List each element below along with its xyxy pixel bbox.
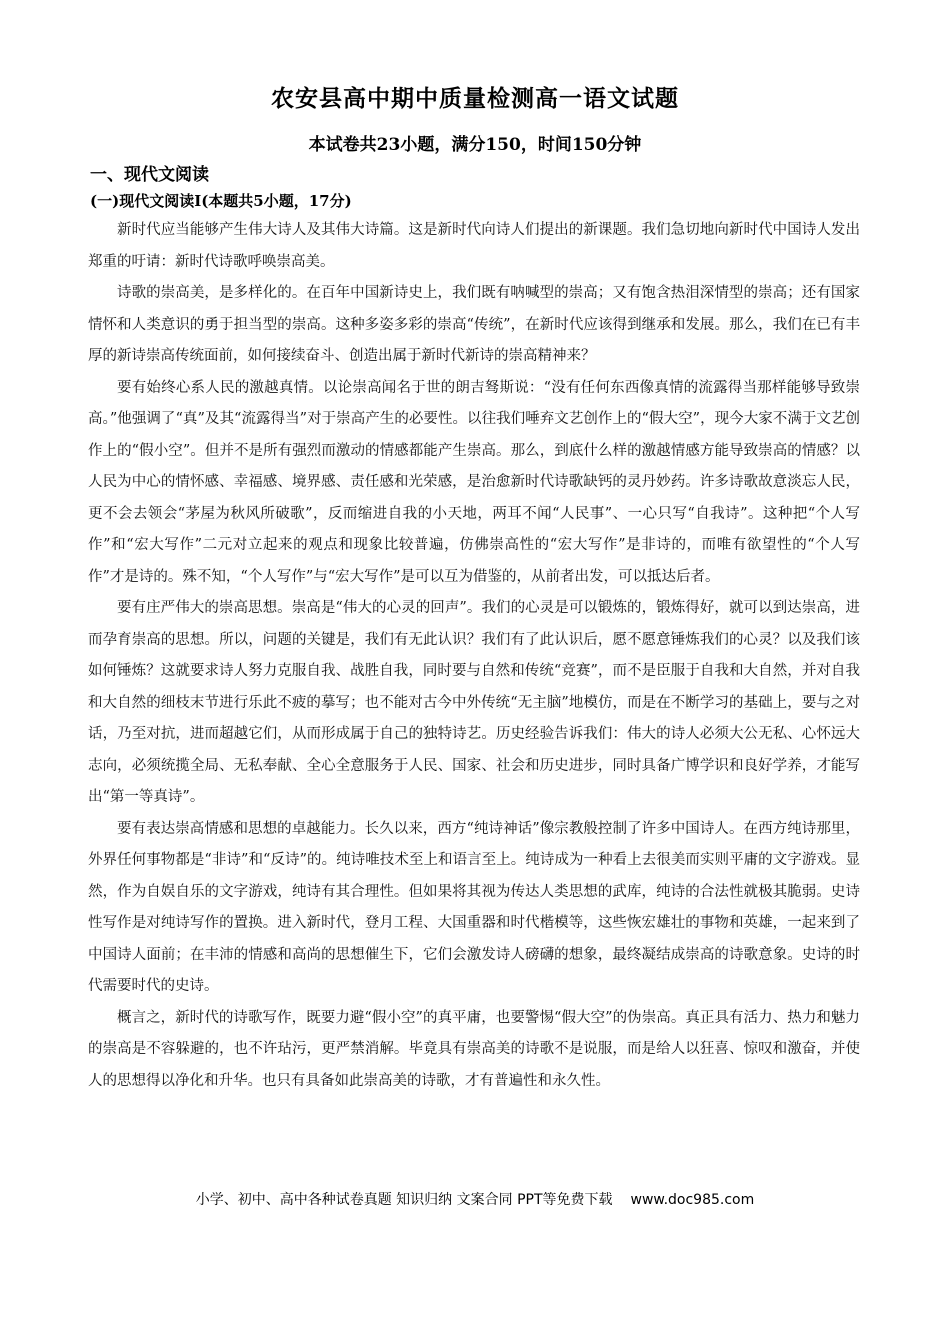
sub-heading: (一)现代文阅读Ⅰ(本题共5小题，17分) xyxy=(90,192,352,210)
reading-passage xyxy=(88,215,860,1097)
paragraph: 诗歌的崇高美，是多样化的。在百年中国新诗史上，我们既有呐喊型的崇高；又有饱含热泪深情型的崇高；还有国家情怀和人类意识的勇于担当型的崇高。这种多姿多彩的崇高“传统”，在新时代应该得到继承和发展。那么，我们在已有丰厚的新诗崇高传统面前，如何接续奋斗、创造出属于新时代新诗的崇高精神来？ xyxy=(88,285,860,364)
footer-text: 小学、初中、高中各种试卷真题 知识归纳 文案合同 PPT等免费下载 xyxy=(195,1192,613,1208)
section-heading: 一、现代文阅读 xyxy=(90,165,209,185)
paragraph: 概言之，新时代的诗歌写作，既要力避“假小空”的真平庸，也要警惕“假大空”的伪崇高。真正具有活力、热力和魅力的崇高是不容躲避的，也不许玷污，更严禁消解。毕竟具有崇高美的诗歌不是说服，而是给人以狂喜、惊叹和激奋，并使人的思想得以净化和升华。也只有具备如此崇高美的诗歌，才有普遍性和永久性。 xyxy=(88,1009,860,1089)
paragraph: 新时代应当能够产生伟大诗人及其伟大诗篇。这是新时代向诗人们提出的新课题。我们急切地向新时代中国诗人发出郑重的吁请：新时代诗歌呼唤崇高美。 xyxy=(88,222,860,270)
paragraph: 要有表达崇高情感和思想的卓越能力。长久以来，西方“纯诗神话”像宗教般控制了许多中国诗人。在西方纯诗那里，外界任何事物都是“非诗”和“反诗”的。纯诗唯技术至上和语言至上。纯诗成为一种看上去很美而实则平庸的文字游戏。显然，作为自娱自乐的文字游戏，纯诗有其合理性。但如果将其视为传达人类思想的武库，纯诗的合法性就极其脆弱。史诗性写作是对纯诗写作的置换。进入新时代，登月工程、大国重器和时代楷模等，这些恢宏雄壮的事物和英雄，一起来到了中国诗人面前；在丰沛的情感和高尚的思想催生下，它们会激发诗人磅礴的想象，最终凝结成崇高的诗歌意象。史诗的时代需要时代的史诗。 xyxy=(88,820,860,994)
page-title: 农安县高中期中质量检测高一语文试题 xyxy=(271,85,679,112)
footer-url[interactable]: www.doc985.com xyxy=(630,1192,755,1208)
exam-info: 本试卷共23小题，满分150，时间150分钟 xyxy=(308,135,642,155)
paragraph: 要有始终心系人民的激越真情。以论崇高闻名于世的朗吉驽斯说：“没有任何东西像真情的流露得当那样能够导致崇高。”他强调了“真”及其“流露得当”对于崇高产生的必要性。以往我们唾弃文艺创作上的“假大空”，现今大家不满于文艺创作上的“假小空”。但并不是所有强烈而激动的情感都能产生崇高。那么，到底什么样的激越情感方能导致崇高的情感？以人民为中心的情怀感、幸福感、境界感、责任感和光荣感，是治愈新时代诗歌缺钙的灵丹妙药。许多诗歌故意淡忘人民，更不会去领会“茅屋为秋风所破歌”，反而缩进自我的小天地，两耳不闻“人民事”、一心只写“自我诗”。这种把“个人写作”和“宏大写作”二元对立起来的观点和现象比较普遍，仿佛崇高性的“宏大写作”是非诗的，而唯有欲望性的“个人写作”才是诗的。殊不知，“个人写作”与“宏大写作”是可以互为借鉴的，从前者出发，可以抵达后者。 xyxy=(88,379,860,585)
page-footer xyxy=(0,1189,950,1209)
paragraph: 要有庄严伟大的崇高思想。崇高是“伟大的心灵的回声”。我们的心灵是可以锻炼的，锻炼得好，就可以到达崇高，进而孕育崇高的思想。所以，问题的关键是，我们有无此认识？我们有了此认识后，愿不愿意锤炼我们的心灵？以及我们该如何锤炼？这就要求诗人努力克服自我、战胜自我，同时要与自然和传统“竞赛”，而不是臣服于自我和大自然，并对自我和大自然的细枝末节进行乐此不疲的摹写；也不能对古今中外传统“无主脑”地模仿，而是在不断学习的基础上，要与之对话，乃至对抗，进而超越它们，从而形成属于自己的独特诗艺。历史经验告诉我们：伟大的诗人必须大公无私、心怀远大志向，必须统揽全局、无私奉献、全心全意服务于人民、国家、社会和历史进步，同时具备广博学识和良好学养，才能写出“第一等真诗”。 xyxy=(88,600,860,805)
